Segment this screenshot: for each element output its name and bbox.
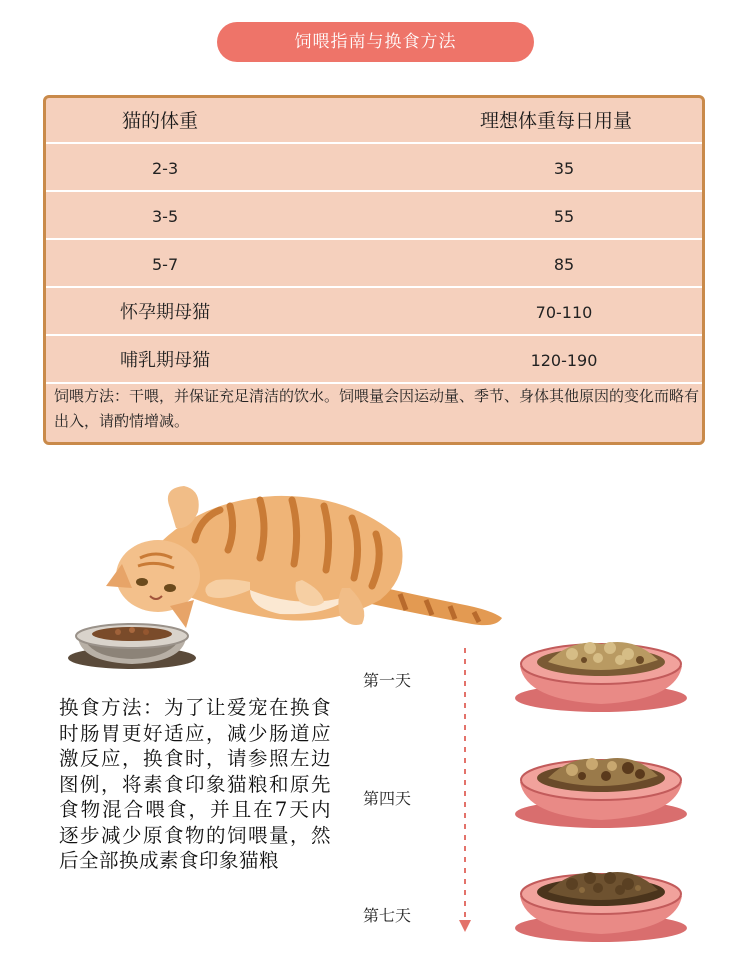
food-bowl-day-one: [512, 636, 690, 714]
amount-cell: 70-110: [535, 303, 593, 322]
timeline-arrow: [455, 648, 475, 938]
food-bowl-day-seven: [512, 866, 690, 944]
food-bowl-small: [66, 612, 198, 670]
table-row: [46, 194, 702, 240]
column-header-weight: 猫的体重: [122, 110, 199, 132]
day-label-seventh: 第七天: [363, 906, 412, 925]
amount-cell: 85: [553, 255, 575, 274]
food-transition-method: 换食方法：为了让爱宠在换食时肠胃更好适应，减少肠道应激反应，换食时，请参照左边图例，将素食印象猫粮和原先食物混合喂食，并且在7天内逐步减少原食物的饲喂量，然后全部换成素食印象猫粮: [59, 696, 331, 872]
feeding-note: 饲喂方法：干喂，并保证充足清洁的饮水。饲喂量会因运动量、季节、身体其他原因的变化而略有出入，请酌情增减。: [54, 387, 700, 430]
table-row: [46, 242, 702, 288]
weight-cell: 哺乳期母猫: [120, 350, 210, 371]
weight-cell: 2-3: [152, 159, 179, 178]
feeding-guide-table: [43, 95, 705, 445]
page-title: 饲喂指南与换食方法: [217, 22, 534, 62]
weight-cell: 5-7: [152, 255, 179, 274]
table-header-row: [46, 98, 702, 144]
table-row: [46, 146, 702, 192]
table-row: [46, 290, 702, 336]
amount-cell: 120-190: [530, 351, 598, 370]
weight-cell: 3-5: [152, 207, 179, 226]
weight-cell: 怀孕期母猫: [120, 302, 210, 323]
amount-cell: 55: [553, 207, 575, 226]
day-label-first: 第一天: [363, 671, 412, 690]
amount-cell: 35: [553, 159, 575, 178]
table-row: [46, 338, 702, 384]
food-bowl-day-four: [512, 752, 690, 830]
day-label-fourth: 第四天: [363, 789, 412, 808]
column-header-amount: 理想体重每日用量: [479, 110, 632, 132]
